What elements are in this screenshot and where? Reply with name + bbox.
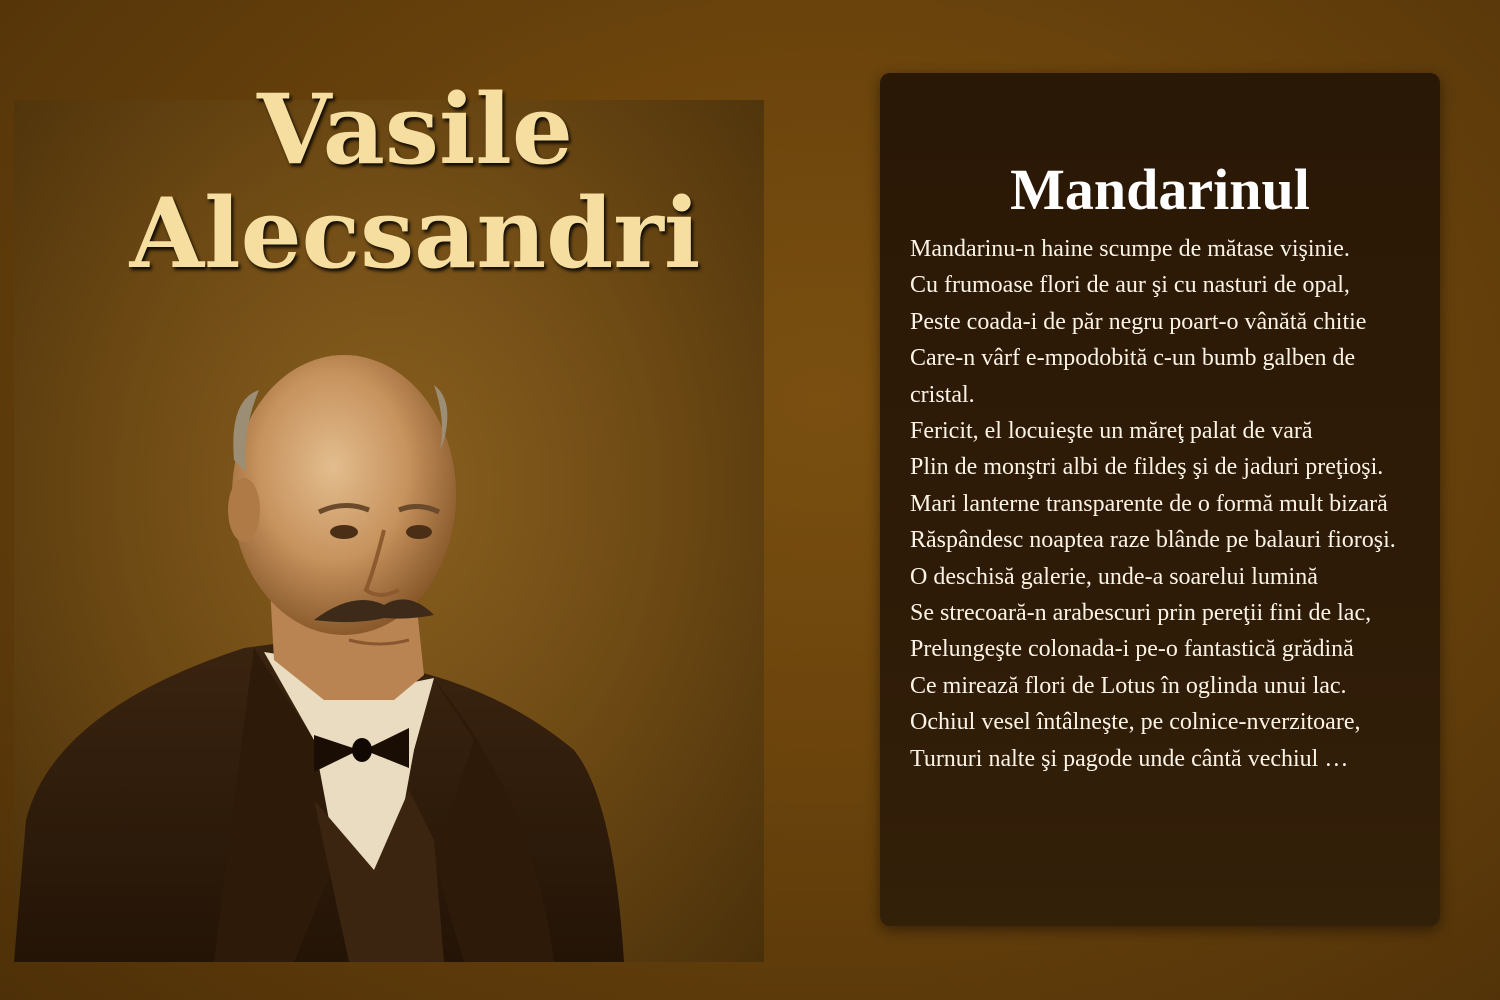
poem-line: Peste coada-i de păr negru poart-o vânătă chitie	[910, 308, 1367, 335]
poem-text	[910, 231, 1410, 777]
poem-line: Mandarinu-n haine scumpe de mătase vişinie.	[910, 236, 1350, 262]
poem-line: Ce mirează flori de Lotus în oglinda unui lac.	[910, 672, 1347, 699]
poem-line: Plin de monştri albi de fildeş şi de jaduri preţioşi.	[910, 454, 1384, 481]
author-name	[0, 73, 830, 290]
poem-line: Mari lanterne transparente de o formă mult bizară	[910, 490, 1388, 517]
poem-line: Prelungeşte colonada-i pe-o fantastică grădină	[910, 636, 1354, 663]
author-last-name: Alecsandri	[129, 177, 701, 290]
poem-line: Răspândesc noaptea raze blânde pe balauri fioroşi.	[910, 527, 1396, 554]
poem-line: O deschisă galerie, unde-a soarelui lumină	[910, 563, 1318, 590]
author-first-name: Vasile	[257, 73, 573, 186]
poem-line: Fericit, el locuieşte un măreţ palat de vară	[910, 418, 1313, 445]
poem-line: Se strecoară-n arabescuri prin pereţii fini de lac,	[910, 600, 1372, 627]
poem-card	[880, 73, 1440, 926]
poem-line: Cu frumoase flori de aur şi cu nasturi de opal,	[910, 272, 1350, 299]
poem-line: Turnuri nalte şi pagode unde cântă vechiul …	[910, 745, 1349, 772]
poem-line: Care-n vârf e-mpodobită c-un bumb galben de cristal.	[910, 345, 1356, 408]
poem-title: Mandarinul	[1010, 157, 1310, 222]
poem-line: Ochiul vesel întâlneşte, pe colnice-nverzitoare,	[910, 709, 1361, 736]
